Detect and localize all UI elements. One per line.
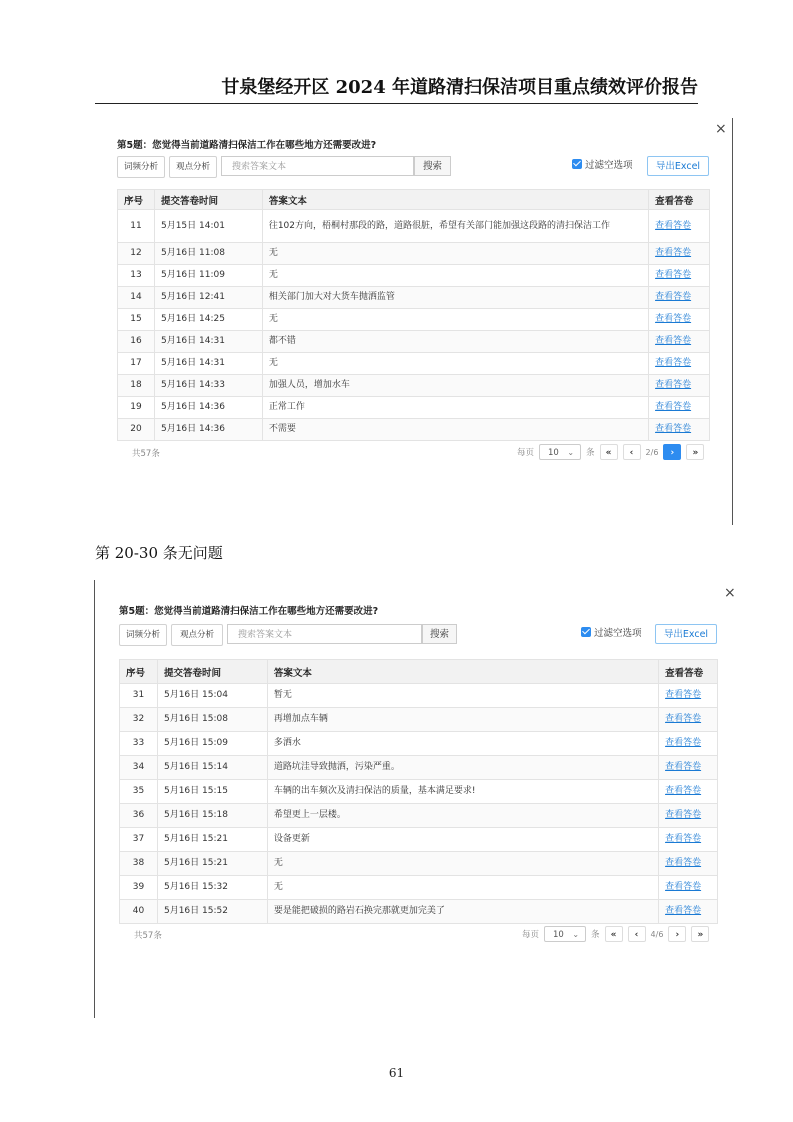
- view-answer-link[interactable]: 查看答卷: [649, 210, 710, 243]
- row-num: 12: [118, 243, 155, 265]
- total-count: 共57条: [134, 931, 162, 941]
- search-input[interactable]: 搜索答案文本: [227, 624, 422, 644]
- row-num: 13: [118, 265, 155, 287]
- table-row: [120, 804, 718, 828]
- table-row: [120, 684, 718, 708]
- row-time: 5月16日 14:36: [154, 397, 262, 419]
- view-answer-link[interactable]: 查看答卷: [649, 331, 710, 353]
- close-icon[interactable]: ×: [715, 121, 727, 137]
- filter-label: 过滤空选项: [585, 160, 633, 171]
- column-header-num: 序号: [120, 660, 158, 684]
- next-page-button[interactable]: ›: [663, 444, 681, 460]
- row-num: 14: [118, 287, 155, 309]
- row-time: 5月16日 15:14: [157, 756, 267, 780]
- table-row: [118, 375, 710, 397]
- row-answer: 再增加点车辆: [267, 708, 658, 732]
- row-time: 5月16日 15:08: [157, 708, 267, 732]
- table-row: [118, 265, 710, 287]
- row-time: 5月16日 15:18: [157, 804, 267, 828]
- row-time: 5月16日 15:21: [157, 828, 267, 852]
- pagination: [517, 443, 704, 461]
- row-answer: 无: [262, 353, 648, 375]
- per-page-select[interactable]: [544, 926, 586, 942]
- view-answer-link[interactable]: 查看答卷: [649, 353, 710, 375]
- row-time: 5月16日 15:04: [157, 684, 267, 708]
- view-answer-link[interactable]: 查看答卷: [659, 684, 718, 708]
- column-header-answer: 答案文本: [267, 660, 658, 684]
- table-row: [120, 732, 718, 756]
- table-row: [118, 243, 710, 265]
- per-page-unit: 条: [586, 448, 595, 458]
- last-page-button[interactable]: »: [686, 444, 704, 460]
- view-answer-link[interactable]: 查看答卷: [659, 756, 718, 780]
- view-answer-link[interactable]: 查看答卷: [659, 828, 718, 852]
- chevron-down-icon: ⌄: [567, 448, 575, 457]
- page-info: 4/6: [650, 929, 664, 939]
- row-num: 20: [118, 419, 155, 441]
- per-page-unit: 条: [591, 930, 600, 940]
- row-answer: 暂无: [267, 684, 658, 708]
- row-answer: 相关部门加大对大货车抛洒监管: [262, 287, 648, 309]
- row-num: 38: [120, 852, 158, 876]
- row-time: 5月16日 11:09: [154, 265, 262, 287]
- column-header-view: 查看答卷: [649, 190, 710, 210]
- row-answer: 无: [262, 309, 648, 331]
- per-page-select[interactable]: [539, 444, 581, 460]
- last-page-button[interactable]: »: [691, 926, 709, 942]
- checkbox-checked-icon[interactable]: [572, 159, 582, 169]
- filter-label: 过滤空选项: [594, 628, 642, 639]
- prev-page-button[interactable]: ‹: [623, 444, 641, 460]
- row-answer: 往102方向，梧桐村那段的路，道路很脏，希望有关部门能加强这段路的清扫保洁工作: [262, 210, 648, 243]
- filter-empty-toggle[interactable]: [581, 627, 642, 641]
- view-answer-link[interactable]: 查看答卷: [649, 243, 710, 265]
- total-count: 共57条: [132, 449, 160, 459]
- row-num: 39: [120, 876, 158, 900]
- column-header-view: 查看答卷: [659, 660, 718, 684]
- per-page-value: 10: [553, 930, 564, 940]
- checkbox-checked-icon[interactable]: [581, 627, 591, 637]
- column-header-time: 提交答卷时间: [157, 660, 267, 684]
- report-header-title: 甘泉堡经开区 2024 年道路清扫保洁项目重点绩效评价报告: [221, 77, 698, 98]
- row-num: 17: [118, 353, 155, 375]
- first-page-button[interactable]: «: [605, 926, 623, 942]
- tab-opinion-analysis[interactable]: 观点分析: [171, 624, 223, 646]
- search-input[interactable]: 搜索答案文本: [221, 156, 414, 176]
- export-excel-button[interactable]: 导出Excel: [655, 624, 717, 644]
- row-answer: 都不错: [262, 331, 648, 353]
- row-time: 5月16日 14:25: [154, 309, 262, 331]
- screenshot-panel-2: [94, 580, 744, 1020]
- row-answer: 无: [267, 876, 658, 900]
- screenshot-panel-1: [95, 118, 745, 528]
- row-time: 5月15日 14:01: [154, 210, 262, 243]
- row-num: 33: [120, 732, 158, 756]
- table-row: [118, 287, 710, 309]
- row-time: 5月16日 14:31: [154, 331, 262, 353]
- row-answer: 道路坑洼导致抛洒，污染严重。: [267, 756, 658, 780]
- row-answer: 要是能把破损的路岩石换完那就更加完美了: [267, 900, 658, 924]
- row-time: 5月16日 11:08: [154, 243, 262, 265]
- column-header-num: 序号: [118, 190, 155, 210]
- tab-word-frequency[interactable]: 词频分析: [117, 156, 165, 178]
- row-time: 5月16日 15:21: [157, 852, 267, 876]
- row-time: 5月16日 14:31: [154, 353, 262, 375]
- view-answer-link[interactable]: 查看答卷: [649, 287, 710, 309]
- prev-page-button[interactable]: ‹: [628, 926, 646, 942]
- row-num: 36: [120, 804, 158, 828]
- tab-opinion-analysis[interactable]: 观点分析: [169, 156, 217, 178]
- row-num: 31: [120, 684, 158, 708]
- first-page-button[interactable]: «: [600, 444, 618, 460]
- view-answer-link[interactable]: 查看答卷: [659, 876, 718, 900]
- panel-right-border: [732, 118, 733, 525]
- row-answer: 希望更上一层楼。: [267, 804, 658, 828]
- answers-table: [119, 659, 718, 924]
- pagination: [522, 925, 709, 943]
- table-row: [118, 210, 710, 243]
- per-page-label: 每页: [522, 930, 540, 940]
- view-answer-link[interactable]: 查看答卷: [659, 852, 718, 876]
- row-num: 15: [118, 309, 155, 331]
- view-answer-link[interactable]: 查看答卷: [649, 397, 710, 419]
- section-note: 第 20-30 条无问题: [95, 544, 223, 562]
- view-answer-link[interactable]: 查看答卷: [649, 265, 710, 287]
- table-row: [118, 353, 710, 375]
- chevron-down-icon: ⌄: [572, 930, 580, 939]
- table-row: [118, 331, 710, 353]
- page-info: 2/6: [645, 447, 659, 457]
- row-answer: 车辆的出车频次及清扫保洁的质量，基本满足要求!: [267, 780, 658, 804]
- row-answer: 不需要: [262, 419, 648, 441]
- row-time: 5月16日 15:09: [157, 732, 267, 756]
- row-time: 5月16日 15:52: [157, 900, 267, 924]
- filter-empty-toggle[interactable]: [572, 159, 633, 173]
- table-row: [120, 756, 718, 780]
- row-answer: 多洒水: [267, 732, 658, 756]
- row-answer: 无: [262, 243, 648, 265]
- row-num: 40: [120, 900, 158, 924]
- view-answer-link[interactable]: 查看答卷: [659, 732, 718, 756]
- row-num: 35: [120, 780, 158, 804]
- page-number: 61: [388, 1066, 405, 1080]
- row-answer: 设备更新: [267, 828, 658, 852]
- view-answer-link[interactable]: 查看答卷: [649, 309, 710, 331]
- row-time: 5月16日 12:41: [154, 287, 262, 309]
- panel-left-border: [94, 580, 95, 1018]
- table-row: [120, 900, 718, 924]
- view-answer-link[interactable]: 查看答卷: [659, 900, 718, 924]
- search-button[interactable]: 搜索: [414, 156, 451, 176]
- row-time: 5月16日 15:32: [157, 876, 267, 900]
- table-row: [120, 708, 718, 732]
- row-time: 5月16日 15:15: [157, 780, 267, 804]
- table-row: [118, 309, 710, 331]
- table-row: [120, 780, 718, 804]
- table-row: [120, 852, 718, 876]
- row-answer: 加强人员，增加水车: [262, 375, 648, 397]
- table-row: [118, 419, 710, 441]
- row-num: 37: [120, 828, 158, 852]
- row-answer: 无: [262, 265, 648, 287]
- row-num: 19: [118, 397, 155, 419]
- table-row: [118, 397, 710, 419]
- per-page-value: 10: [548, 448, 559, 458]
- row-time: 5月16日 14:36: [154, 419, 262, 441]
- row-answer: 无: [267, 852, 658, 876]
- column-header-answer: 答案文本: [262, 190, 648, 210]
- per-page-label: 每页: [517, 448, 535, 458]
- view-answer-link[interactable]: 查看答卷: [649, 419, 710, 441]
- row-num: 16: [118, 331, 155, 353]
- tab-word-frequency[interactable]: 词频分析: [119, 624, 167, 646]
- search-button[interactable]: 搜索: [422, 624, 457, 644]
- column-header-time: 提交答卷时间: [154, 190, 262, 210]
- row-answer: 正常工作: [262, 397, 648, 419]
- question-title: 第5题：您觉得当前道路清扫保洁工作在哪些地方还需要改进?: [119, 606, 379, 617]
- export-excel-button[interactable]: 导出Excel: [647, 156, 709, 176]
- close-icon[interactable]: ×: [724, 585, 736, 601]
- next-page-button[interactable]: ›: [668, 926, 686, 942]
- header-rule: [95, 103, 698, 104]
- table-row: [120, 828, 718, 852]
- answers-table: [117, 189, 710, 441]
- row-num: 18: [118, 375, 155, 397]
- view-answer-link[interactable]: 查看答卷: [659, 708, 718, 732]
- row-num: 34: [120, 756, 158, 780]
- view-answer-link[interactable]: 查看答卷: [659, 804, 718, 828]
- row-num: 32: [120, 708, 158, 732]
- view-answer-link[interactable]: 查看答卷: [659, 780, 718, 804]
- view-answer-link[interactable]: 查看答卷: [649, 375, 710, 397]
- table-row: [120, 876, 718, 900]
- row-time: 5月16日 14:33: [154, 375, 262, 397]
- row-num: 11: [118, 210, 155, 243]
- question-title: 第5题：您觉得当前道路清扫保洁工作在哪些地方还需要改进?: [117, 140, 377, 151]
